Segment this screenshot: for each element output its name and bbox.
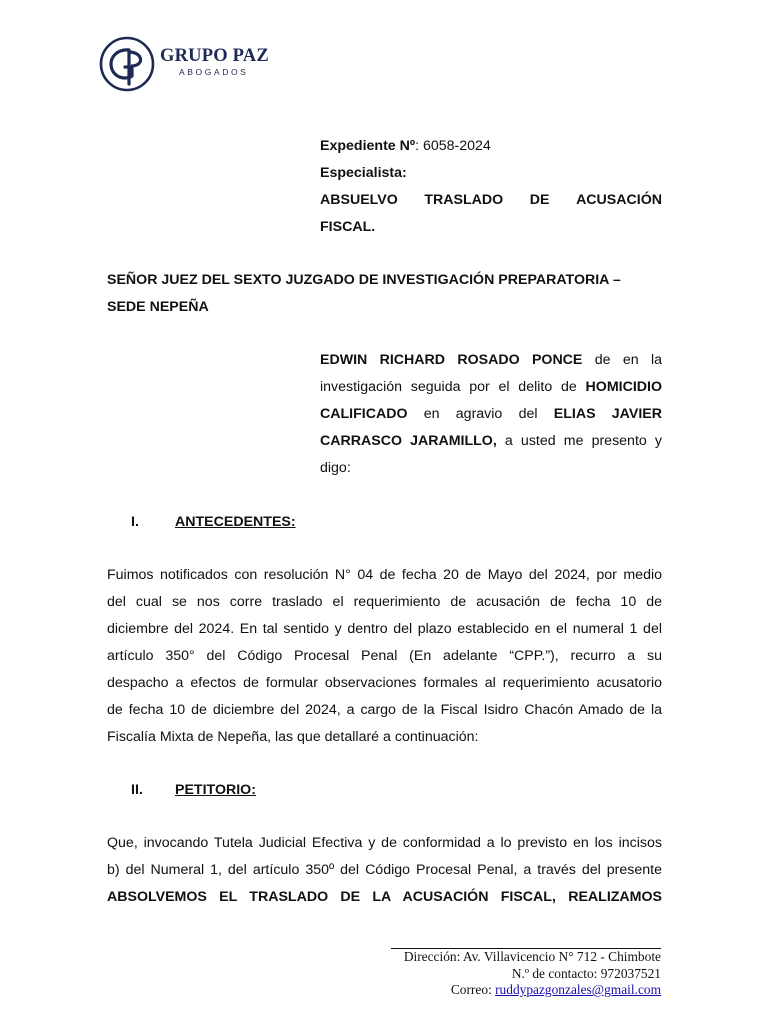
victim-name: ELIAS JAVIER (553, 406, 662, 422)
footer-email-line (391, 982, 661, 999)
section-number: II. (131, 782, 143, 798)
logo-monogram-icon (99, 36, 155, 92)
addressee-line-2: SEDE NEPEÑA (107, 299, 209, 315)
footer-contact: N.º de contacto: 972037521 (511, 965, 661, 981)
intro-text: a usted me presento y (504, 433, 662, 449)
intro-text: de en la (594, 352, 662, 368)
footer-email-link[interactable]: ruddypazgonzales@gmail.com (495, 982, 661, 997)
paragraph-line: Fiscalía Mixta de Nepeña, las que detallaré a continuación: (107, 729, 479, 745)
expediente-label: Expediente Nº (320, 138, 416, 154)
paragraph-line: b) del Numeral 1, del artículo 350º del Código Procesal Penal, a través del presente (107, 862, 662, 878)
paragraph-line: de fecha 10 de diciembre del 2024, a cargo de la Fiscal Isidro Chacón Amado de la (107, 702, 662, 718)
intro-line-3 (320, 401, 662, 428)
section-number: I. (131, 514, 139, 530)
intro-line-5: digo: (320, 460, 351, 476)
paragraph-line: artículo 350° del Código Procesal Penal (En adelante “CPP.”), recurro a su (107, 648, 662, 664)
paragraph-line: despacho a efectos de formular observaciones formales al requerimiento acusatorio (107, 675, 662, 691)
intro-text: investigación seguida por el delito de (320, 379, 577, 395)
defendant-name: EDWIN RICHARD ROSADO PONCE (320, 352, 583, 368)
footer-address: Dirección: Av. Villavicencio N° 712 - Chimbote (403, 949, 661, 964)
paragraph-line: ABSOLVEMOS EL TRASLADO DE LA ACUSACIÓN FISCAL, REALIZAMOS (107, 889, 662, 905)
paragraph-line: del cual se nos corre traslado el requerimiento de acusación de fecha 10 de (107, 594, 662, 610)
sumilla-line-2: FISCAL. (320, 219, 376, 235)
footer-email-label: Correo: (450, 982, 492, 997)
addressee-line-1: SEÑOR JUEZ DEL SEXTO JUZGADO DE INVESTIGACIÓN PREPARATORIA – (107, 272, 621, 288)
sumilla-word: TRASLADO (424, 192, 504, 208)
sumilla-word: DE (529, 192, 550, 208)
expediente-value: : 6058-2024 (415, 138, 491, 154)
section-title: ANTECEDENTES: (175, 514, 296, 530)
logo-name: GRUPO PAZ (160, 46, 269, 66)
paragraph-line: Que, invocando Tutela Judicial Efectiva y de conformidad a lo previsto en los incisos (107, 835, 662, 851)
section-title: PETITORIO: (175, 782, 256, 798)
intro-text: en agravio del (423, 406, 538, 422)
sumilla-word: ACUSACIÓN (576, 192, 662, 208)
sumilla-line-1 (320, 187, 662, 214)
intro-line-1 (320, 347, 662, 374)
logo (99, 36, 279, 94)
especialista-label: Especialista: (320, 165, 407, 181)
intro-line-4 (320, 428, 662, 455)
intro-line-2 (320, 374, 662, 401)
expediente-line (320, 133, 662, 160)
footer (391, 948, 661, 999)
crime-name: CALIFICADO (320, 406, 408, 422)
sumilla-word: ABSUELVO (320, 192, 398, 208)
logo-subtitle: ABOGADOS (179, 67, 249, 77)
paragraph-line: Fuimos notificados con resolución N° 04 de fecha 20 de Mayo del 2024, por medio (107, 567, 662, 583)
crime-name: HOMICIDIO (585, 379, 662, 395)
paragraph-line: diciembre del 2024. En tal sentido y dentro del plazo establecido en el numeral 1 del (107, 621, 662, 637)
victim-name: CARRASCO JARAMILLO, (320, 433, 497, 449)
